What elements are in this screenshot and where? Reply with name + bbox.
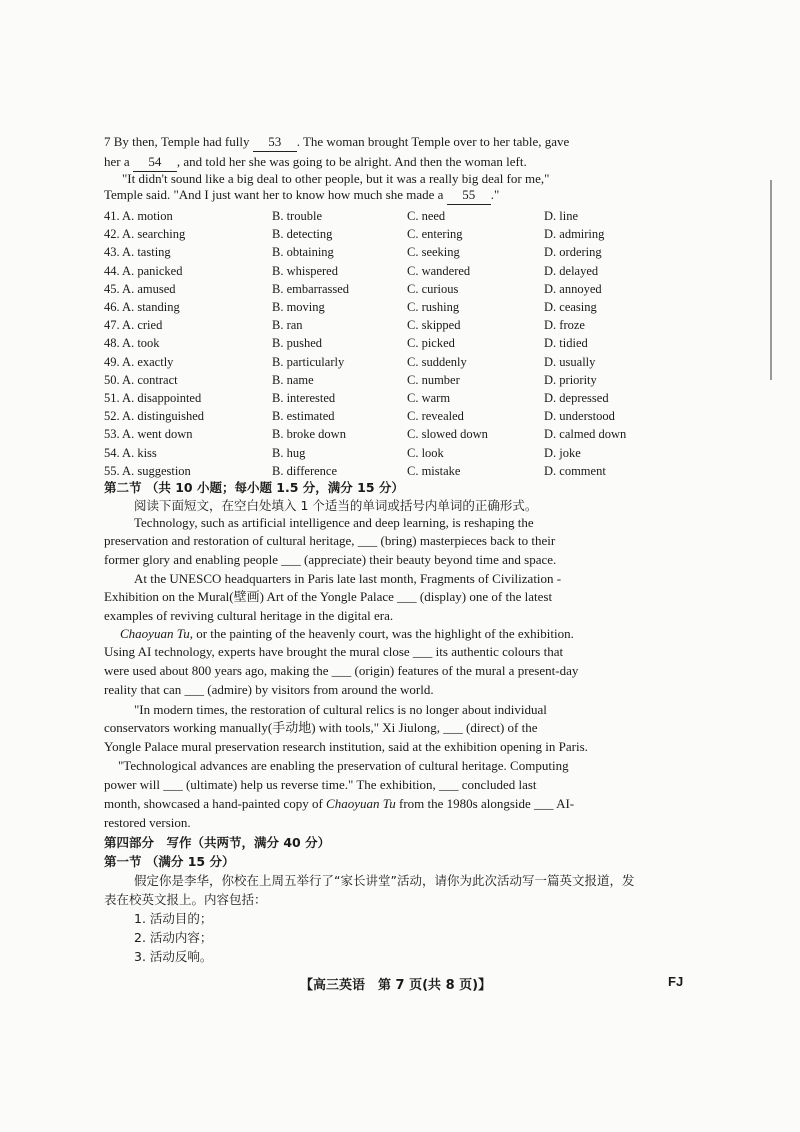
passage-text: 7 By then, Temple had fully xyxy=(104,134,253,149)
passage-text: ." xyxy=(490,187,500,202)
option-45-a: 45. A. amused xyxy=(104,281,176,296)
passage-text: , or the painting of the heavenly court, was the highlight of the exhibition. xyxy=(189,626,574,641)
p4-line-2: conservators working manually(手动地) with tools," Xi Jiulong, ___ (direct) of the xyxy=(104,720,538,735)
option-49-a: 49. A. exactly xyxy=(104,354,174,369)
option-47-d: D. froze xyxy=(544,318,585,333)
option-41-d: D. line xyxy=(544,209,579,223)
passage-text: , and told her she was going to be alright. And then the woman left. xyxy=(176,154,527,169)
option-44-b: B. whispered xyxy=(272,263,338,278)
option-54-a: 54. A. kiss xyxy=(104,445,157,460)
p1-line-3: former glory and enabling people ___ (appreciate) their beauty beyond time and space. xyxy=(104,552,557,567)
option-51-c: C. warm xyxy=(407,391,451,405)
option-48-b: B. pushed xyxy=(272,336,322,351)
option-42-c: C. entering xyxy=(407,227,463,242)
option-42-d: D. admiring xyxy=(544,227,605,242)
option-55-a: 55. A. suggestion xyxy=(104,463,191,478)
option-43-c: C. seeking xyxy=(407,245,460,260)
title-chaoyuan-tu: Chaoyuan Tu xyxy=(120,626,190,641)
option-49-c: C. suddenly xyxy=(407,354,467,369)
option-46-c: C. rushing xyxy=(407,300,460,314)
option-55-b: B. difference xyxy=(272,463,338,478)
option-53-a: 53. A. went down xyxy=(104,427,193,442)
option-48-d: D. tidied xyxy=(544,336,588,351)
option-46-b: B. moving xyxy=(272,300,325,314)
option-55-c: C. mistake xyxy=(407,463,461,478)
passage-line-1 xyxy=(104,133,569,152)
option-54-d: D. joke xyxy=(544,445,581,460)
option-50-c: C. number xyxy=(407,372,460,387)
passage-text: month, showcased a hand-painted copy of xyxy=(104,796,327,811)
option-51-b: B. interested xyxy=(272,391,336,405)
p5-line-1: "Technological advances are enabling the preservation of cultural heritage. Computing xyxy=(118,758,569,773)
option-50-b: B. name xyxy=(272,372,314,387)
option-52-b: B. estimated xyxy=(272,409,335,424)
p4-line-3: Yongle Palace mural preservation research institution, said at the exhibition opening in Paris. xyxy=(104,739,588,754)
passage-text: her a xyxy=(104,154,133,169)
option-49-b: B. particularly xyxy=(272,354,345,369)
p5-line-4: restored version. xyxy=(104,815,191,830)
option-45-d: D. annoyed xyxy=(544,281,602,296)
option-41-b: B. trouble xyxy=(272,209,322,223)
option-54-b: B. hug xyxy=(272,445,306,460)
blank-54: 54 xyxy=(133,153,177,172)
option-44-a: 44. A. panicked xyxy=(104,263,183,278)
prompt-line-2: 表在校英文报上。内容包括： xyxy=(104,892,267,907)
option-43-a: 43. A. tasting xyxy=(104,245,171,260)
section2-instruction: 阅读下面短文，在空白处填入 1 个适当的单词或括号内单词的正确形式。 xyxy=(134,498,538,513)
option-51-a: 51. A. disappointed xyxy=(104,391,202,405)
title-chaoyuan-tu: Chaoyuan Tu xyxy=(326,796,396,811)
p5-line-2: power will ___ (ultimate) help us reverse time." The exhibition, ___ concluded last xyxy=(104,777,537,792)
prompt-item-1: 1. 活动目的； xyxy=(134,911,213,926)
prompt-line-1: 假定你是李华，你校在上周五举行了“家长讲堂”活动，请你为此次活动写一篇英文报道，发 xyxy=(134,873,635,888)
passage-text: from the 1980s alongside ___ AI- xyxy=(395,796,575,811)
margin-line xyxy=(770,180,772,380)
p3-line-1 xyxy=(120,625,574,643)
option-42-b: B. detecting xyxy=(272,227,333,242)
option-44-d: D. delayed xyxy=(544,263,599,278)
option-43-b: B. obtaining xyxy=(272,245,334,260)
option-46-d: D. ceasing xyxy=(544,300,597,314)
option-45-c: C. curious xyxy=(407,281,459,296)
blank-53: 53 xyxy=(253,133,297,152)
p2-line-3: examples of reviving cultural heritage in the digital era. xyxy=(104,608,394,623)
p1-line-2: preservation and restoration of cultural heritage, ___ (bring) masterpieces back to their xyxy=(104,533,556,548)
p1-line-1: Technology, such as artificial intelligence and deep learning, is reshaping the xyxy=(134,515,534,530)
option-53-d: D. calmed down xyxy=(544,427,627,442)
part4-subheading: 第一节 （满分 15 分） xyxy=(104,854,235,869)
option-46-a: 46. A. standing xyxy=(104,300,180,314)
option-47-c: C. skipped xyxy=(407,318,461,333)
option-54-c: C. look xyxy=(407,445,444,460)
option-55-d: D. comment xyxy=(544,463,606,478)
option-48-a: 48. A. took xyxy=(104,336,160,351)
passage-text: Temple said. "And I just want her to know how much she made a xyxy=(104,187,447,202)
p3-line-2: Using AI technology, experts have brought the mural close ___ its authentic colours that xyxy=(104,644,564,659)
option-47-a: 47. A. cried xyxy=(104,318,163,333)
prompt-item-3: 3. 活动反响。 xyxy=(134,949,213,964)
option-41-c: C. need xyxy=(407,209,446,223)
p3-line-3: were used about 800 years ago, making the ___ (origin) features of the mural a present-day xyxy=(104,663,579,678)
option-52-c: C. revealed xyxy=(407,409,464,424)
option-47-b: B. ran xyxy=(272,318,303,333)
p2-line-2: Exhibition on the Mural(壁画) Art of the Yongle Palace ___ (display) one of the latest xyxy=(104,589,553,604)
p4-line-1: "In modern times, the restoration of cultural relics is no longer about individual xyxy=(134,702,547,717)
option-49-d: D. usually xyxy=(544,354,596,369)
passage-line-3: "It didn't sound like a big deal to other people, but it was a really big deal for me," xyxy=(122,171,550,186)
option-50-d: D. priority xyxy=(544,372,597,387)
option-41-a: 41. A. motion xyxy=(104,209,173,223)
passage-line-4 xyxy=(104,186,499,205)
option-52-a: 52. A. distinguished xyxy=(104,409,205,424)
option-50-a: 50. A. contract xyxy=(104,372,178,387)
option-42-a: 42. A. searching xyxy=(104,227,186,242)
option-53-c: C. slowed down xyxy=(407,427,488,442)
section2-heading: 第二节 （共 10 小题；每小题 1.5 分，满分 15 分） xyxy=(104,480,404,495)
option-44-c: C. wandered xyxy=(407,263,471,278)
option-52-d: D. understood xyxy=(544,409,615,424)
p5-line-3 xyxy=(104,795,574,813)
blank-55: 55 xyxy=(447,186,491,205)
prompt-item-2: 2. 活动内容； xyxy=(134,930,213,945)
page-code: FJ xyxy=(668,974,684,989)
passage-text: . The woman brought Temple over to her table, gave xyxy=(296,134,570,149)
p2-line-1: At the UNESCO headquarters in Paris late last month, Fragments of Civilization - xyxy=(134,571,562,586)
option-48-c: C. picked xyxy=(407,336,455,351)
option-45-b: B. embarrassed xyxy=(272,281,350,296)
part4-heading: 第四部分 写作（共两节，满分 40 分） xyxy=(104,835,331,850)
option-53-b: B. broke down xyxy=(272,427,346,442)
p3-line-4: reality that can ___ (admire) by visitors from around the world. xyxy=(104,682,434,697)
page-footer: 【高三英语 第 7 页(共 8 页)】 xyxy=(300,978,492,993)
option-51-d: D. depressed xyxy=(544,391,609,405)
option-43-d: D. ordering xyxy=(544,245,602,260)
